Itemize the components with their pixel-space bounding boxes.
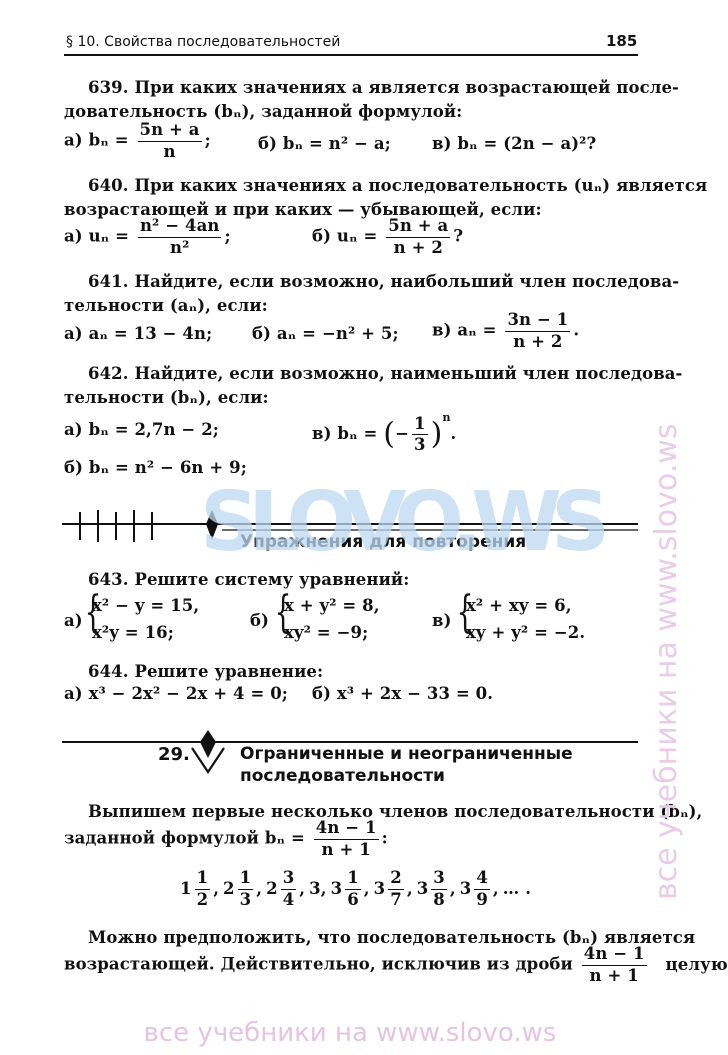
comma: , [213,879,220,898]
item-label: а) [64,684,83,703]
fraction [474,870,490,908]
system-brace: { [456,587,474,638]
comma: , [299,879,306,898]
item-label: а) [64,226,83,246]
expression: aₙ = [457,320,497,340]
sequence-term [180,870,219,908]
numerator: 2 [388,870,404,890]
problem-text: Решите уравнение: [128,662,324,681]
left-paren: ( [383,416,396,452]
expression: aₙ = 13 − 4n; [88,324,213,343]
denominator: 3 [239,889,252,909]
punct: . [450,424,457,443]
sequence-terms [180,870,531,908]
punct: ? [453,226,464,246]
whole-part: 3 [459,879,472,898]
problem-text: Найдите, если возможно, наименьший член последова- [128,364,683,383]
expression: bₙ = 2,7n − 2; [88,420,219,439]
problem-number: 644. [88,662,129,681]
bottom-watermark: все учебники на www.slovo.ws [143,1018,557,1048]
problem-641-line2: тельности (aₙ), если: [64,296,268,315]
punct: : [381,828,388,848]
denominator: n + 1 [589,965,639,985]
fraction [386,218,450,256]
numerator: 1 [345,870,361,890]
item-label: а) [64,611,83,630]
numerator: 1 [412,416,428,436]
denominator: n + 2 [513,331,563,351]
denominator: n + 2 [393,237,443,257]
numerator: 1 [195,870,211,890]
item-label: б) [252,324,272,343]
fraction [388,870,404,908]
item-label: б) [64,458,84,477]
fraction [195,870,211,908]
comma: , [406,879,413,898]
review-section-title: Упражнения для повторения [240,532,527,552]
exponent: n [442,411,451,424]
comma: , [492,879,499,898]
denominator: n + 1 [321,839,371,859]
equation: x² − y = 15, [92,596,200,615]
whole-part: 2 [223,879,235,898]
sequence-term [266,870,305,908]
denominator: 8 [433,889,445,909]
ellipsis: … . [502,879,532,898]
denominator: 4 [282,889,295,909]
problem-639-line1 [88,76,679,100]
fraction [412,413,428,454]
expression: bₙ = (2n − a)²? [457,134,597,153]
problem-642-line2: тельности (bₙ), если: [64,388,269,407]
page-number: 185 [606,32,638,50]
body-text: заданной формулой [64,828,259,848]
center-watermark-logo [200,475,620,570]
numerator: 4 [474,870,490,890]
problem-number: 641. [88,272,129,291]
punct: . [573,320,580,340]
expression: bₙ = n² − a; [282,134,391,153]
body-line-4 [64,946,728,984]
problem-number: 643. [88,570,129,589]
expression: x³ − 2x² − 2x + 4 = 0; [88,684,288,703]
sequence-term [417,870,456,908]
watermark-text: SLOVO.WS [200,475,610,570]
numerator: 4n − 1 [582,946,647,966]
problem-642-c [312,406,456,454]
equation: xy + y² = −2. [466,623,586,642]
numerator: 3 [431,870,447,890]
comma: , [449,879,456,898]
expression: x³ + 2x − 33 = 0. [336,684,494,703]
expression: uₙ = [88,226,130,246]
equation: x²y = 16; [92,623,174,642]
whole-part: 3 [330,879,343,898]
whole-part: 3 [309,879,321,898]
problem-644-line1 [88,660,323,684]
problem-641-c [432,312,579,350]
numerator: 5n + a [138,122,202,142]
numerator: 1 [238,870,254,890]
whole-part: 2 [266,879,278,898]
running-header: § 10. Свойства последовательностей [66,34,341,50]
denominator: n [163,141,176,161]
problem-number: 640. [88,176,129,195]
problem-641-a [64,322,212,346]
problem-641-line1 [88,270,679,294]
numerator: 4n − 1 [314,820,379,840]
problem-644-b [312,682,493,706]
expression: aₙ = −n² + 5; [276,324,399,343]
problem-639-b [258,132,391,156]
problem-number: 642. [88,364,129,383]
numerator: 5n + a [386,218,450,238]
item-label: б) [250,611,270,630]
fraction [281,870,297,908]
problem-641-b [252,322,399,346]
fraction [505,312,570,350]
equation: x + y² = 8, [284,596,380,615]
section-number: 29. [158,744,190,765]
fraction [345,870,361,908]
fraction [138,122,202,160]
item-label: б) [258,134,278,153]
system-brace: { [84,587,102,638]
problem-639-a [64,122,211,160]
header-rule [64,54,638,56]
fraction [582,946,647,984]
body-line-1: Выпишем первые несколько членов последовательности (bₙ), [88,802,703,821]
sequence-term [309,877,326,901]
problem-644-a [64,682,288,706]
sequence-term [374,870,413,908]
problem-text: Найдите, если возможно, наибольший член последова- [128,272,680,291]
equation: x² + xy = 6, [466,596,572,615]
comma: , [256,879,263,898]
side-watermark-text: все учебники на www.slovo.ws [649,423,684,900]
item-label: б) [312,226,332,246]
problem-640-a [64,218,231,256]
comma: , [363,879,370,898]
expression: bₙ = n² − 6n + 9; [88,458,247,477]
denominator: 9 [476,889,488,909]
problem-640-line1 [88,174,707,198]
item-label: а) [64,420,83,439]
item-label: а) [64,324,83,343]
fraction [314,820,379,858]
body-text: возрастающей. Действительно, исключив из дроби [64,954,573,974]
whole-part: 1 [180,879,192,898]
numerator: n² − 4an [138,218,222,238]
problem-642-line1 [88,362,683,386]
section-title-line2: последовательности [240,766,445,786]
whole-part: 3 [373,879,386,898]
problem-642-a [64,418,219,442]
body-line-2 [64,820,388,858]
sequence-term [460,870,499,908]
numerator: 3 [281,870,297,890]
minus-sign: − [395,424,410,443]
item-label: б) [312,684,332,703]
side-watermark [636,190,696,910]
comma: , [320,879,327,898]
item-label: в) [312,424,332,443]
problem-text: При каких значениях a является возрастающей после- [128,78,680,97]
punct: ; [204,130,211,150]
punct: ; [224,226,231,246]
system-brace: { [274,587,292,638]
item-label: в) [432,320,452,340]
right-paren: ) [430,416,443,452]
expression: uₙ = [336,226,378,246]
problem-640-line2: возрастающей и при каких — убывающей, если: [64,200,542,219]
denominator: n² [169,237,190,257]
fraction [431,870,447,908]
fraction [238,870,254,908]
fraction [138,218,222,256]
body-text: целую [665,954,728,974]
numerator: 3n − 1 [505,312,570,332]
expression: bₙ = [264,828,305,848]
denominator: 7 [390,889,402,909]
item-label: в) [432,134,452,153]
problem-number: 639. [88,78,129,97]
sequence-term [331,870,370,908]
whole-part: 3 [416,879,429,898]
denominator: 2 [196,889,209,909]
equation: xy² = −9; [284,623,369,642]
problem-text: При каких значениях a последовательность (uₙ) является [128,176,708,195]
body-line-3: Можно предположить, что последовательность (bₙ) является [88,928,696,947]
item-label: а) [64,130,83,150]
problem-639-line2: довательность (bₙ), заданной формулой: [64,102,463,121]
problem-639-c [432,132,596,156]
problem-640-b [312,218,463,256]
denominator: 6 [347,889,359,909]
expression: bₙ = [337,424,378,443]
denominator: 3 [414,435,426,454]
problem-text: Решите систему уравнений: [128,570,410,589]
section-title-line1: Ограниченные и неограниченные [240,744,573,764]
item-label: в) [432,611,452,630]
expression: bₙ = [88,130,129,150]
problem-643-line1 [88,568,409,592]
sequence-term [223,870,262,908]
